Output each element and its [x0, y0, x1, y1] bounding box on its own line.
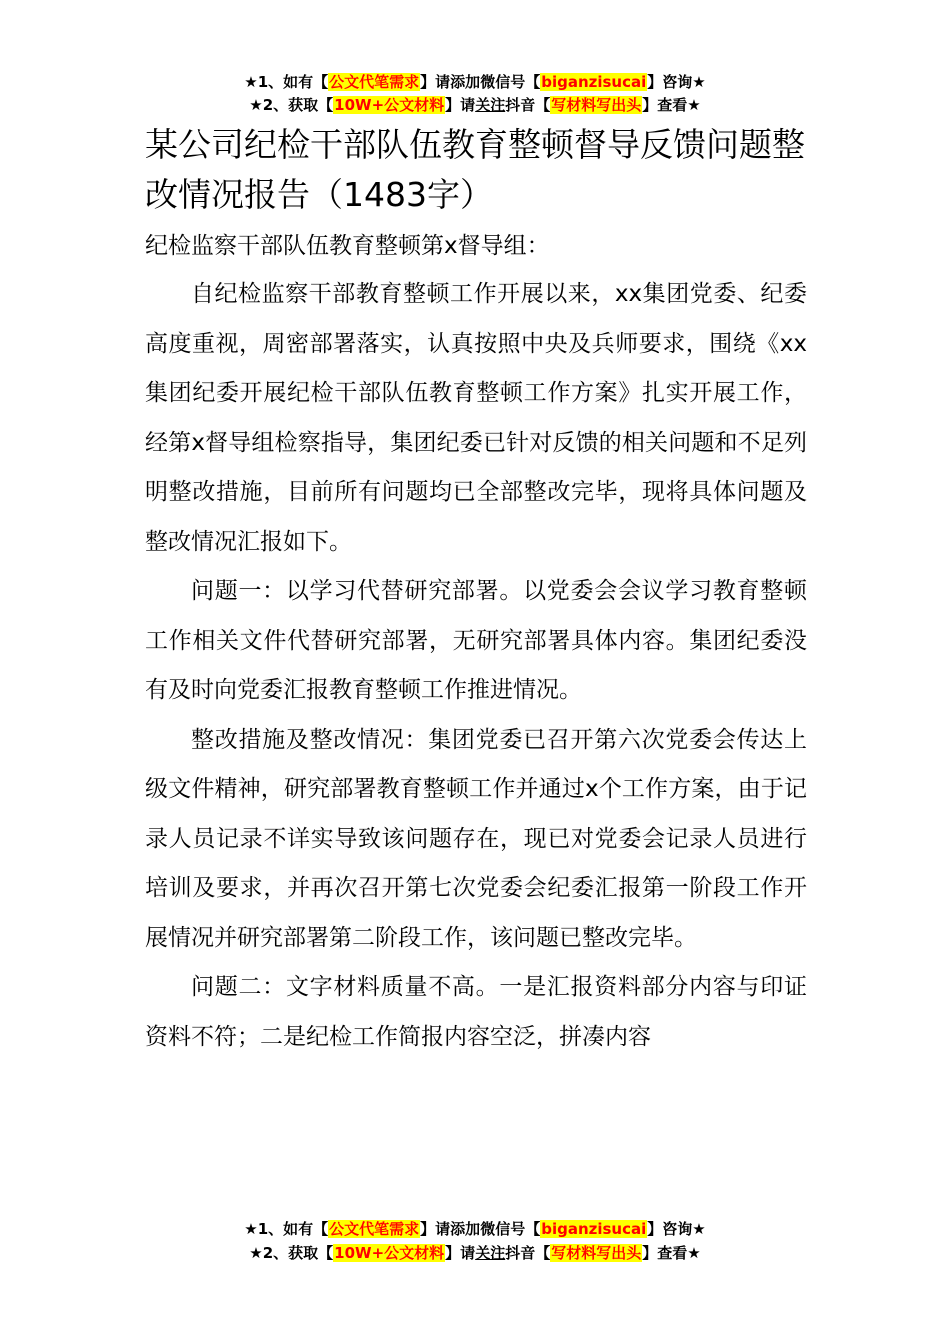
paragraph-rectification-1: 整改措施及整改情况：集团党委已召开第六次党委会传达上级文件精神，研究部署教育整顿工作并通过x个工作方案，由于记录人员记录不详实导致该问题存在，现已对党委会记录人员进行培训及要求，并再次召开第七次党委会纪委汇报第一阶段工作开展情况并研究部署第二阶段工作，该问题已整改完毕。	[145, 726, 807, 951]
promo-wechat-id: biganzisucai	[541, 73, 647, 91]
document-title: 某公司纪检干部队伍教育整顿督导反馈问题整改情况报告（1483字）	[145, 125, 805, 214]
promo-line-2-bottom: ★2、获取【10W+公文材料】请关注抖音【写材料写出头】查看★	[249, 1244, 701, 1262]
star-icon: ★	[692, 1220, 706, 1238]
star-icon: ★	[244, 1220, 258, 1238]
promo-highlight: 10W+公文材料	[334, 1244, 445, 1262]
paragraph-intro: 自纪检监察干部教育整顿工作开展以来，xx集团党委、纪委高度重视，周密部署落实，认真按照中央及兵师要求，围绕《xx集团纪委开展纪检干部队伍教育整顿工作方案》扎实开展工作，经第x督导组检察指导，集团纪委已针对反馈的相关问题和不足列明整改措施，目前所有问题均已全部整改完毕，现将具体问题及整改情况汇报如下。	[145, 281, 807, 555]
star-icon: ★	[692, 73, 706, 91]
star-icon: ★	[249, 96, 263, 114]
promo-douyin-account: 写材料写出头	[551, 1244, 642, 1262]
promo-wechat-id: biganzisucai	[541, 1220, 647, 1238]
paragraph-issue-1: 问题一：以学习代替研究部署。以党委会会议学习教育整顿工作相关文件代替研究部署，无研究部署具体内容。集团纪委没有及时向党委汇报教育整顿工作推进情况。	[145, 578, 807, 703]
salutation: 纪检监察干部队伍教育整顿第x督导组：	[145, 233, 550, 259]
star-icon: ★	[687, 1244, 701, 1262]
promo-douyin-account: 写材料写出头	[551, 96, 642, 114]
promo-line-2-top: ★2、获取【10W+公文材料】请关注抖音【写材料写出头】查看★	[249, 96, 701, 114]
promo-highlight: 公文代笔需求	[329, 73, 420, 91]
star-icon: ★	[244, 73, 258, 91]
paragraph-issue-2: 问题二：文字材料质量不高。一是汇报资料部分内容与印证资料不符；二是纪检工作简报内容空泛，拼凑内容	[145, 974, 807, 1050]
promo-line-1-top: ★1、如有【公文代笔需求】请添加微信号【biganzisucai】咨询★	[244, 73, 706, 91]
star-icon: ★	[687, 96, 701, 114]
star-icon: ★	[249, 1244, 263, 1262]
document-body	[145, 270, 807, 1062]
promo-highlight: 10W+公文材料	[334, 96, 445, 114]
promo-highlight: 公文代笔需求	[329, 1220, 420, 1238]
promo-line-1-bottom: ★1、如有【公文代笔需求】请添加微信号【biganzisucai】咨询★	[244, 1220, 706, 1238]
